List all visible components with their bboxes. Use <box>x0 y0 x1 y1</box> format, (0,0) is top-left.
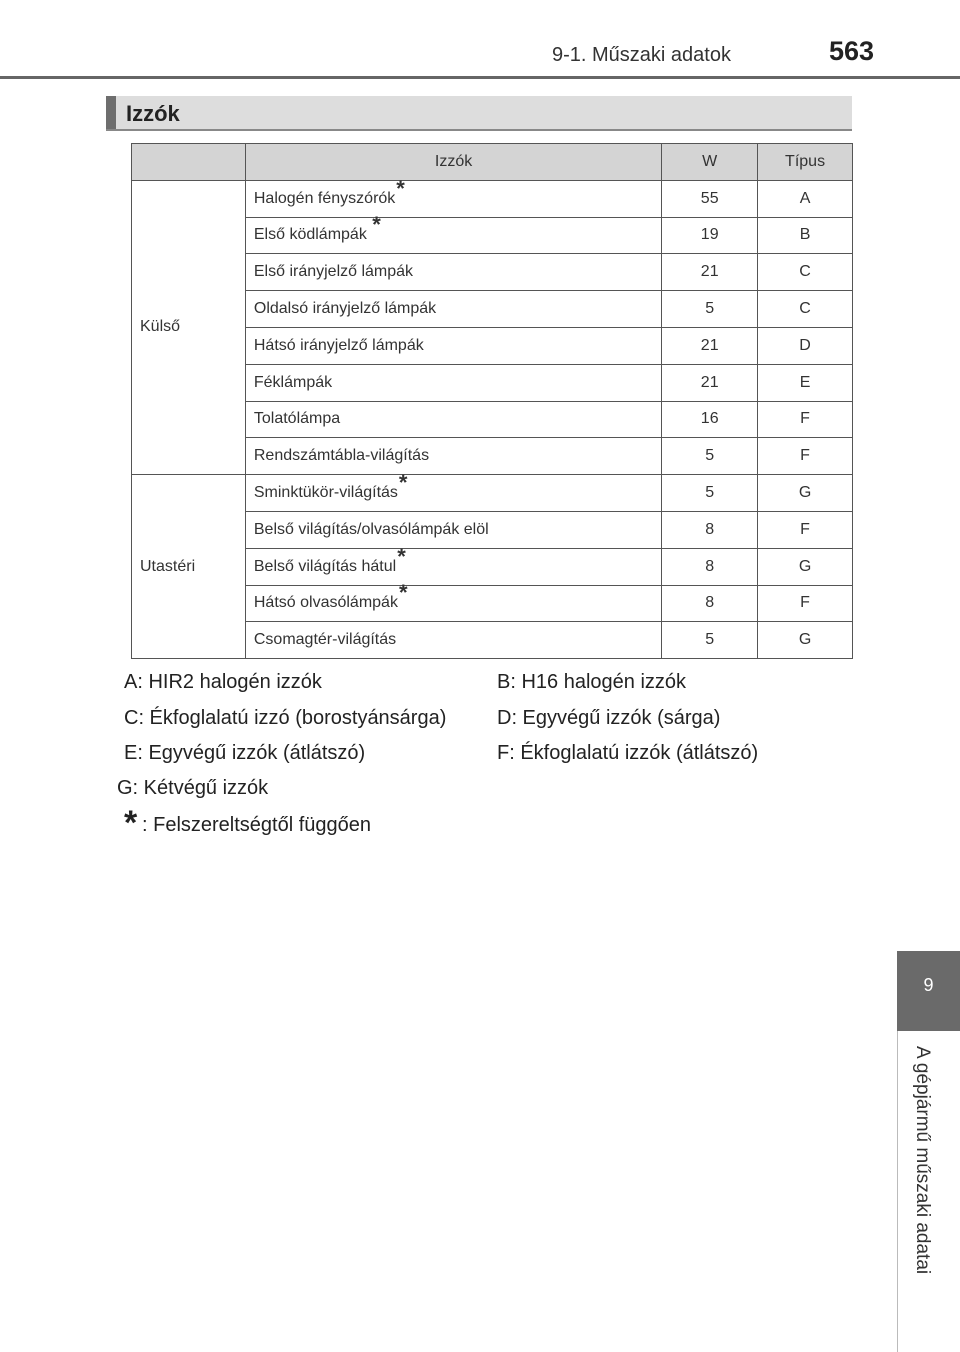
footnote-marker: * <box>396 175 405 201</box>
section-title: Izzók <box>126 101 180 126</box>
header-section-title: 9-1. Műszaki adatok <box>552 44 731 66</box>
bulb-name: Belső világítás hátul <box>253 557 397 575</box>
type-cell: D <box>758 327 853 364</box>
wattage-cell: 21 <box>662 327 758 364</box>
bulb-name: Rendszámtábla-világítás <box>253 447 430 465</box>
wattage-cell: 5 <box>662 438 758 475</box>
bulb-name-cell <box>245 543 661 585</box>
wattage-cell: 5 <box>662 291 758 328</box>
type-cell: G <box>758 475 853 512</box>
bulb-name: Belső világítás/olvasólámpák elöl <box>253 520 489 538</box>
table-header-watt: W <box>662 144 758 181</box>
type-cell: C <box>758 254 853 291</box>
type-cell: F <box>758 585 853 622</box>
legend-e: E: Egyvégű izzók (átlátszó) <box>124 742 366 764</box>
table-header-row <box>132 144 853 181</box>
table-row <box>132 475 853 512</box>
wattage-cell: 5 <box>662 475 758 512</box>
bulb-name-cell <box>245 254 661 291</box>
legend-f: F: Ékfoglalatú izzók (átlátszó) <box>497 742 759 764</box>
wattage-cell: 8 <box>662 585 758 622</box>
group-cell: Utastéri <box>132 475 246 659</box>
bulb-name-cell <box>245 327 661 364</box>
bulb-name: Oldalsó irányjelző lámpák <box>253 300 437 318</box>
section-accent <box>106 96 116 129</box>
type-cell: G <box>758 622 853 659</box>
bulb-name: Első ködlámpák <box>253 226 372 244</box>
footnote-marker: * <box>372 212 381 238</box>
bulb-name: Hátsó olvasólámpák <box>253 594 398 612</box>
bulb-name-cell <box>245 364 661 401</box>
bulb-name-cell <box>245 401 661 438</box>
legend-a: A: HIR2 halogén izzók <box>124 671 322 693</box>
legend-g: G: Kétvégű izzók <box>117 777 269 799</box>
bulb-name: Sminktükör-világítás <box>253 484 398 502</box>
wattage-cell: 8 <box>662 511 758 548</box>
wattage-cell: 16 <box>662 401 758 438</box>
type-cell: F <box>758 511 853 548</box>
wattage-cell: 21 <box>662 254 758 291</box>
page-number: 563 <box>829 36 875 66</box>
type-cell: B <box>758 217 853 254</box>
bulb-name-cell <box>245 438 661 475</box>
bulb-name-cell <box>245 175 661 217</box>
wattage-cell: 55 <box>662 180 758 217</box>
bulb-name: Tolatólámpa <box>253 410 341 428</box>
table-header-type: Típus <box>758 144 853 181</box>
section-heading <box>106 96 852 131</box>
bulb-name: Hátsó irányjelző lámpák <box>253 336 424 354</box>
legend-b: B: H16 halogén izzók <box>497 671 687 693</box>
legend-c: C: Ékfoglalatú izzó (borostyánsárga) <box>124 707 447 729</box>
bulb-name: Első irányjelző lámpák <box>253 263 414 281</box>
type-cell: A <box>758 180 853 217</box>
wattage-cell: 8 <box>662 548 758 585</box>
chapter-tab <box>897 951 960 1031</box>
bulb-name-cell <box>245 622 661 659</box>
footnote-asterisk: * <box>124 804 138 842</box>
table-row <box>132 180 853 217</box>
wattage-cell: 5 <box>662 622 758 659</box>
bulb-table <box>131 143 853 659</box>
bulb-name: Csomagtér-világítás <box>253 631 397 649</box>
footnote-marker: * <box>398 470 408 496</box>
wattage-cell: 19 <box>662 217 758 254</box>
bulb-name-cell <box>245 580 661 622</box>
bulb-name: Halogén fényszórók <box>253 189 396 207</box>
table-header-bulbs: Izzók <box>245 144 661 181</box>
bulb-name-cell <box>245 511 661 548</box>
chapter-number: 9 <box>923 975 934 995</box>
bulb-name-cell <box>245 212 661 254</box>
bulb-name: Féklámpák <box>253 373 333 391</box>
chapter-label: A gépjármű műszaki adatai <box>912 1046 933 1275</box>
wattage-cell: 21 <box>662 364 758 401</box>
bulb-name-cell <box>245 291 661 328</box>
table-body <box>132 175 853 658</box>
type-cell: F <box>758 401 853 438</box>
type-cell: C <box>758 291 853 328</box>
footnote-text: : Felszereltségtől függően <box>142 814 372 836</box>
legend-d: D: Egyvégű izzók (sárga) <box>497 707 721 729</box>
footnote-marker: * <box>397 543 406 569</box>
type-cell: E <box>758 364 853 401</box>
table-header-group <box>132 144 246 181</box>
type-cell: F <box>758 438 853 475</box>
bulb-name-cell <box>245 470 661 512</box>
footnote-marker: * <box>398 580 408 606</box>
group-cell: Külső <box>132 180 246 474</box>
type-cell: G <box>758 548 853 585</box>
header-divider <box>0 76 960 79</box>
